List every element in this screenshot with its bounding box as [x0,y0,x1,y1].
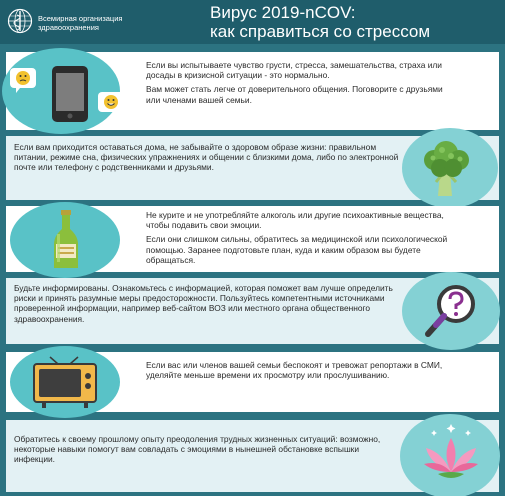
org-name: Всемирная организация здравоохранения [38,14,123,32]
section-6-text: Обратитесь к своему прошлому опыту преодоления трудных жизненных ситуаций: возможно, некоторые навыки помогут вам совладать с эмоциями в нынешней обстановке вспышки инфекции. [14,434,381,465]
broccoli-icon [416,138,476,200]
header [0,0,505,44]
section-4-text: Будьте информированы. Ознакомьтесь с информацией, которая поможет вам лучше определить риски и принять разумные меры предосторожности. Пользуйтесь компетентными источниками проверенной информации, например веб-сайтом ВОЗ или местного органа общественного здравоохранения. [14,283,393,324]
tv-icon [30,356,100,410]
section-3-text-2: Если они слишком сильны, обратитесь за медицинской или психологической помощью. Заранее подготовьте план, куда и каким образом вы будете обращаться. [146,234,448,265]
section-3-text-1: Не курите и не употребляйте алкоголь или другие психоактивные вещества, чтобы подавить свои эмоции. [146,210,444,231]
who-logo-icon [7,8,33,34]
section-2-text: Если вам приходится оставаться дома, не забывайте о здоровом образе жизни: правильном питании, режиме сна, физических упражнениях и общении с близкими дома, либо по электронной почте или телефону с родственниками и друзьями. [14,142,399,173]
section-2 [0,136,505,200]
section-3 [0,206,505,272]
section-5 [0,352,505,412]
section-4 [0,278,505,344]
lotus-icon [416,420,486,490]
section-6 [0,420,505,492]
section-5-text: Если вас или членов вашей семьи беспокоят и тревожат репортажи в СМИ, уделяйте меньше времени их просмотру или прослушиванию. [146,360,443,381]
magnifier-question-icon [420,280,484,342]
page-title: Вирус 2019-nCOV: как справиться со стрессом [210,3,431,41]
phone-with-emoji-icon [8,60,132,126]
section-1-text-1: Если вы испытываете чувство грусти, стресса, замешательства, страха или досады в кризисной ситуации - это нормально. [146,60,442,81]
bottle-icon [46,208,86,272]
section-1 [0,52,505,130]
section-1-text-2: Вам может стать легче от доверительного общения. Поговорите с друзьями или членами вашей семьи. [146,84,443,105]
